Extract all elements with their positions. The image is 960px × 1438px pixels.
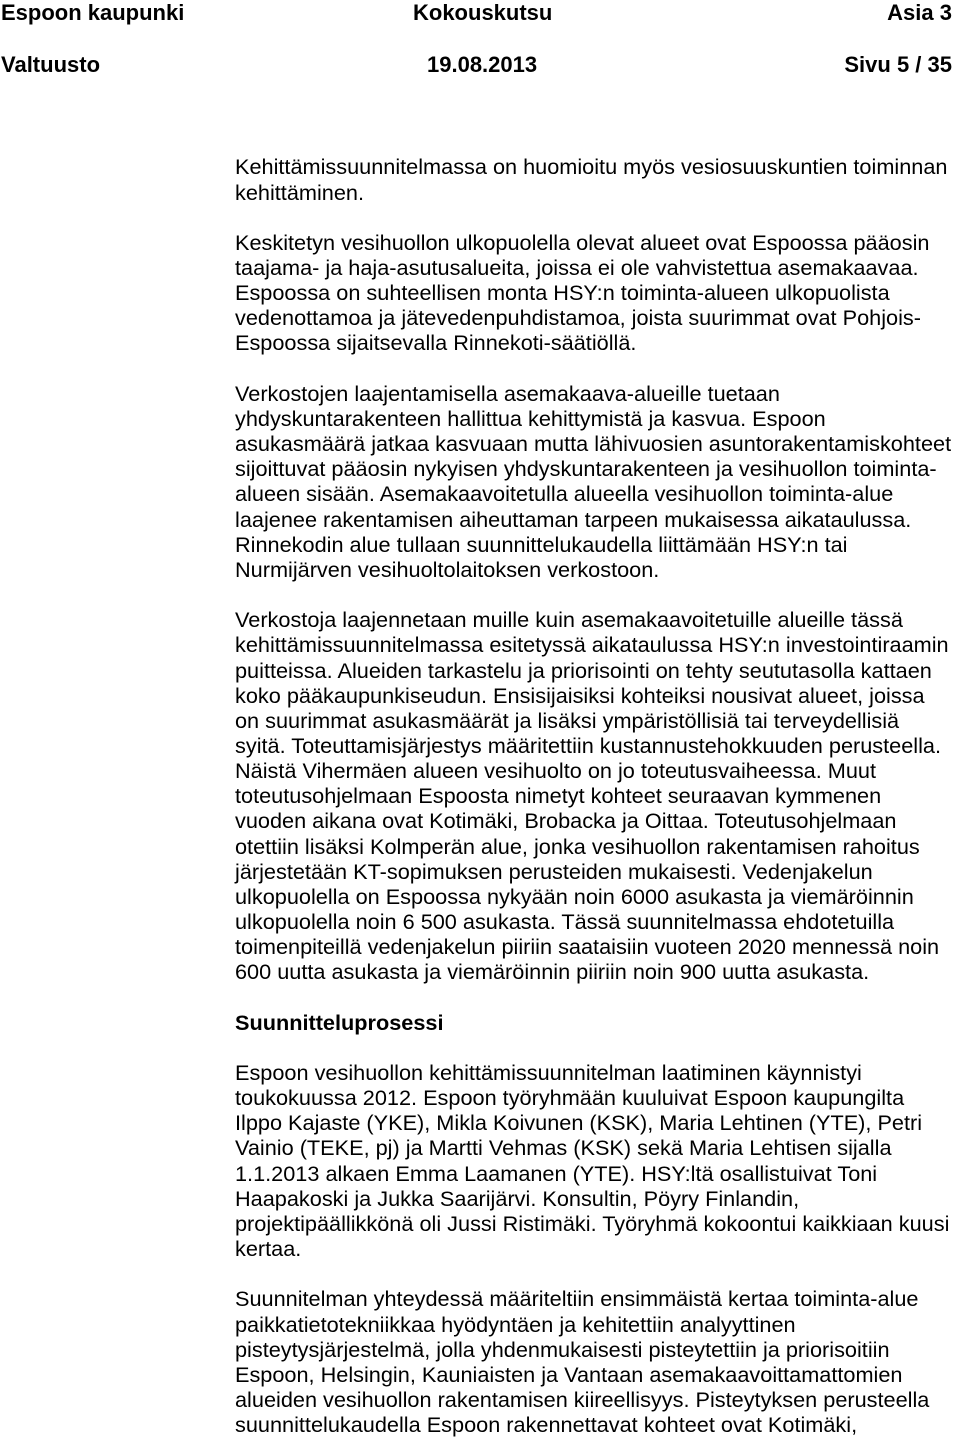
text-line: Haapakoski ja Jukka Saarijärvi. Konsultin, Pöyry Finlandin,	[235, 1185, 800, 1211]
document-body	[235, 154, 957, 1437]
text-line: toukokuussa 2012. Espoon työryhmään kuuluivat Espoon kaupungilta	[235, 1085, 905, 1111]
text-line: suunnittelukaudella Espoon rakennettavat kohteet ovat Kotimäki,	[235, 1412, 858, 1438]
text-line: puitteissa. Alueiden tarkastelu ja priorisointi on tehty seututasolla kattaen	[235, 657, 932, 683]
text-line: sijoittuvat pääosin nykyisen yhdyskuntarakenteen ja vesihuollon toiminta-	[235, 456, 937, 482]
text-line: koko pääkaupunkiseudun. Ensisijaisiksi kohteiksi nousivat alueet, joissa	[235, 682, 925, 708]
paragraph	[235, 381, 957, 582]
agenda-item: Asia 3	[887, 0, 952, 25]
text-line: projektipäällikkönä oli Jussi Ristimäki. Työryhmä kokoontui kaikkiaan kuusi	[235, 1210, 950, 1236]
text-line: kehittäminen.	[235, 179, 364, 205]
text-line: Keskitetyn vesihuollon ulkopuolella olevat alueet ovat Espoossa pääosin	[235, 229, 930, 255]
document-type: Kokouskutsu	[413, 0, 553, 25]
text-line: Espoossa sijaitsevalla Rinnekoti-säätiöllä.	[235, 330, 637, 356]
text-line: pisteytysjärjestelmä, jolla yhdenmukaisesti pisteytettiin ja priorisoitiin	[235, 1336, 890, 1362]
text-line: otettiin lisäksi Kolmperän alue, jonka vesihuollon rakentamisen rahoitus	[235, 833, 920, 859]
section-heading: Suunnitteluprosessi	[235, 1009, 444, 1035]
text-line: ulkopuolella noin 6 500 asukasta. Tässä suunnitelmassa ehdotetuilla	[235, 909, 895, 935]
paragraph	[235, 1286, 957, 1437]
paragraph	[235, 154, 957, 204]
text-line: alueiden vesihuollon rakentamisen kiireellisyys. Pisteytyksen perusteella	[235, 1387, 930, 1413]
text-line: syitä. Toteuttamisjärjestys määritettiin kustannustehokkuuden perusteella.	[235, 732, 942, 758]
text-line: 1.1.2013 alkaen Emma Laamanen (YTE). HSY:ltä osallistuivat Toni	[235, 1160, 878, 1186]
text-line: toimenpiteillä vedenjakelun piiriin saataisiin vuoteen 2020 mennessä noin	[235, 934, 940, 960]
paragraph	[235, 230, 957, 356]
text-line: on suurimmat asukasmäärät ja lisäksi ympäristöllisiä tai terveydellisiä	[235, 707, 900, 733]
text-line: paikkatietotekniikkaa hyödyntäen ja kehitettiin analyyttinen	[235, 1311, 796, 1337]
text-line: Näistä Vihermäen alueen vesihuolto on jo toteutusvaiheessa. Muut	[235, 758, 876, 784]
text-line: Verkostoja laajennetaan muille kuin asemakaavoitetuille alueille tässä	[235, 607, 903, 633]
text-line: Nurmijärven vesihuoltolaitoksen verkostoon.	[235, 556, 660, 582]
text-line: vuoden aikana ovat Kotimäki, Brobacka ja Oittaa. Toteutusohjelmaan	[235, 808, 897, 834]
text-line: Ilppo Kajaste (YKE), Mikla Koivunen (KSK), Maria Lehtinen (YTE), Petri	[235, 1110, 923, 1136]
text-line: taajama- ja haja-asutusalueita, joissa ei ole vahvistettua asemakaavaa.	[235, 255, 919, 281]
text-line: Espoossa on suhteellisen monta HSY:n toiminta-alueen ulkopuolista	[235, 280, 890, 306]
text-line: yhdyskuntarakenteen hallittua kehittymistä ja kasvua. Espoon	[235, 405, 826, 431]
text-line: Kehittämissuunnitelmassa on huomioitu myös vesiosuuskuntien toiminnan	[235, 154, 948, 180]
text-line: Espoon, Helsingin, Kauniaisten ja Vantaan asemakaavoittamattomien	[235, 1361, 903, 1387]
text-line: Espoon vesihuollon kehittämissuunnitelman laatiminen käynnistyi	[235, 1060, 862, 1086]
text-line: laajenee rakentamisen aiheuttaman tarpeen mukaisessa aikataulussa.	[235, 506, 912, 532]
page-number: Sivu 5 / 35	[844, 51, 952, 77]
paragraph	[235, 607, 957, 984]
committee-name: Valtuusto	[1, 51, 101, 77]
meeting-date: 19.08.2013	[427, 51, 538, 77]
text-line: Rinnekodin alue tullaan suunnittelukaudella liittämään HSY:n tai	[235, 531, 848, 557]
text-line: järjestetään KT-sopimuksen perusteiden mukaisesti. Vedenjakelun	[235, 858, 873, 884]
text-line: alueen sisään. Asemakaavoitetulla alueella vesihuollon toiminta-alue	[235, 481, 894, 507]
text-line: asukasmäärä jatkaa kasvuaan mutta lähivuosien asuntorakentamiskohteet	[235, 431, 952, 457]
text-line: kertaa.	[235, 1236, 302, 1262]
organization-name: Espoon kaupunki	[1, 0, 185, 25]
text-line: Vainio (TEKE, pj) ja Martti Vehmas (KSK) sekä Maria Lehtisen sijalla	[235, 1135, 892, 1161]
text-line: toteutusohjelmaan Espoosta nimetyt kohteet seuraavan kymmenen	[235, 783, 882, 809]
text-line: ulkopuolella on Espoossa nykyään noin 6000 asukasta ja viemäröinnin	[235, 883, 914, 909]
paragraph	[235, 1060, 957, 1261]
text-line: Suunnitelman yhteydessä määriteltiin ensimmäistä kertaa toiminta-alue	[235, 1286, 919, 1312]
text-line: 600 uutta asukasta ja viemäröinnin piiriin noin 900 uutta asukasta.	[235, 959, 870, 985]
text-line: kehittämissuunnitelmassa esitetyssä aikataulussa HSY:n investointiraamin	[235, 632, 949, 658]
text-line: Verkostojen laajentamisella asemakaava-alueille tuetaan	[235, 380, 780, 406]
text-line: vedenottamoa ja jätevedenpuhdistamoa, joista suurimmat ovat Pohjois-	[235, 305, 921, 331]
